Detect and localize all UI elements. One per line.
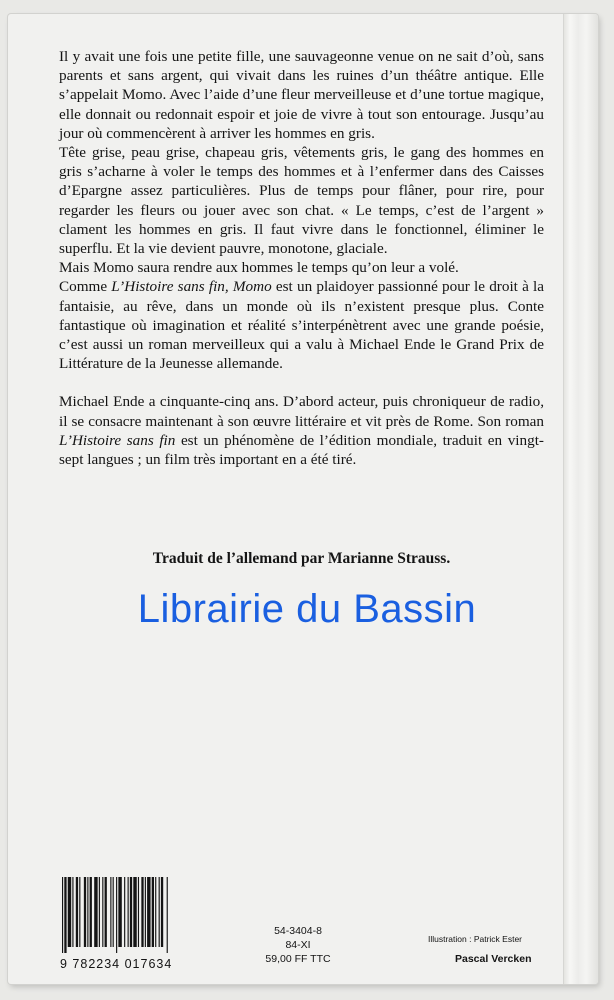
barcode-bar	[90, 877, 92, 947]
bio-text: est un phénomène de l’édition mondiale, traduit en vingt-sept langues ; un film très important en a été tiré.	[59, 431, 544, 469]
blurb-text: Comme	[59, 278, 112, 296]
barcode-bar	[167, 877, 168, 953]
bookseller-watermark: Librairie du Bassin	[137, 587, 477, 631]
blurb-paragraph	[59, 277, 544, 373]
barcode-bar	[116, 877, 117, 953]
blurb-paragraph: Mais Momo saura rendre aux hommes le temps qu’on leur a volé.	[59, 259, 459, 277]
illustration-credit: Illustration : Patrick Ester	[428, 934, 523, 944]
barcode-bar	[76, 877, 78, 947]
book-spine-edge	[563, 14, 598, 984]
barcode-bar	[110, 877, 111, 947]
blurb-paragraph: Tête grise, peau grise, chapeau gris, vêtements gris, le gang des hommes en gris s’acharne à voler le temps des hommes et à l’enfermer dans des Caisses d’Epargne assez particulières. Plus de temps pour flâner, pour rire, pour regarder les fleurs ou jouer avec son chat. « Le temps, c’est de l’argent » clament les hommes en gris. Il faut vivre dans le fonctionnel, éliminer le superflu. Et la vie devient pauvre, monotone, glaciale.	[59, 144, 544, 258]
barcode-bar	[152, 877, 154, 947]
barcode-bar	[87, 877, 88, 947]
barcode-bar	[130, 877, 132, 947]
barcode-bar	[79, 877, 80, 947]
barcode-bar	[105, 877, 107, 947]
barcode-bar	[141, 877, 143, 947]
barcode-bar	[161, 877, 163, 947]
barcode-bar	[62, 877, 63, 953]
barcode-bar	[133, 877, 136, 947]
barcode-bar	[68, 877, 71, 947]
barcode-bar	[113, 877, 114, 947]
barcode-bar	[128, 877, 129, 947]
blurb-text: est un plaidoyer passionné pour le droit à la fantaisie, au rêve, dans un monde où ils n’existent presque plus. Conte fantastique où imagination et réalité s’interpénètrent avec une grande poésie, c’est aussi un roman merveilleux qui a valu à Michael Ende le Grand Prix de Littérature de la Jeunesse allemande.	[59, 278, 544, 373]
barcode-bar	[138, 877, 139, 947]
catalog-codes	[258, 924, 338, 966]
barcode-bar	[102, 877, 103, 947]
barcode-bar	[99, 877, 100, 947]
barcode-bar	[72, 877, 73, 947]
catalog-code: 54-3404-8	[274, 925, 322, 937]
barcode-bar	[155, 877, 156, 947]
isbn-barcode	[60, 877, 210, 953]
barcode-bar	[64, 877, 66, 953]
catalog-code: 84-XI	[285, 939, 311, 951]
bio-text: Michael Ende a cinquante-cinq ans. D’abord acteur, puis chroniqueur de radio, il se consacre maintenant à son œuvre littéraire et vit près de Rome. Son roman	[59, 393, 544, 430]
book-title-italic: L’Histoire sans fin, Momo	[111, 278, 272, 296]
barcode-bar	[147, 877, 150, 947]
book-title-italic: L’Histoire sans fin	[59, 431, 176, 449]
barcode-bar	[145, 877, 146, 947]
barcode-bar	[94, 877, 97, 947]
blurb-paragraph: Il y avait une fois une petite fille, une sauvageonne venue on ne sait d’où, sans parents et sans argent, qui vivait dans les ruines d’un théâtre antique. Elle s’appelait Momo. Avec l’aide d’une fleur merveilleuse et d’une tortue magique, elle donnait ou redonnait espoir et joie de vivre à tout son entourage. Jusqu’au jour où commencèrent à arriver les hommes en gris.	[59, 48, 544, 142]
translator-credit: Traduit de l’allemand par Marianne Strauss.	[152, 550, 451, 567]
price-label: 59,00 FF TTC	[265, 953, 331, 965]
barcode-bar	[159, 877, 160, 947]
barcode-bar	[118, 877, 121, 947]
isbn-number: 9 782234 017634	[60, 957, 173, 971]
author-bio	[59, 392, 544, 469]
back-cover-blurb	[59, 47, 544, 469]
barcode-bar	[124, 877, 125, 947]
barcode-bar	[84, 877, 86, 947]
publisher-name: Pascal Vercken	[455, 953, 532, 965]
